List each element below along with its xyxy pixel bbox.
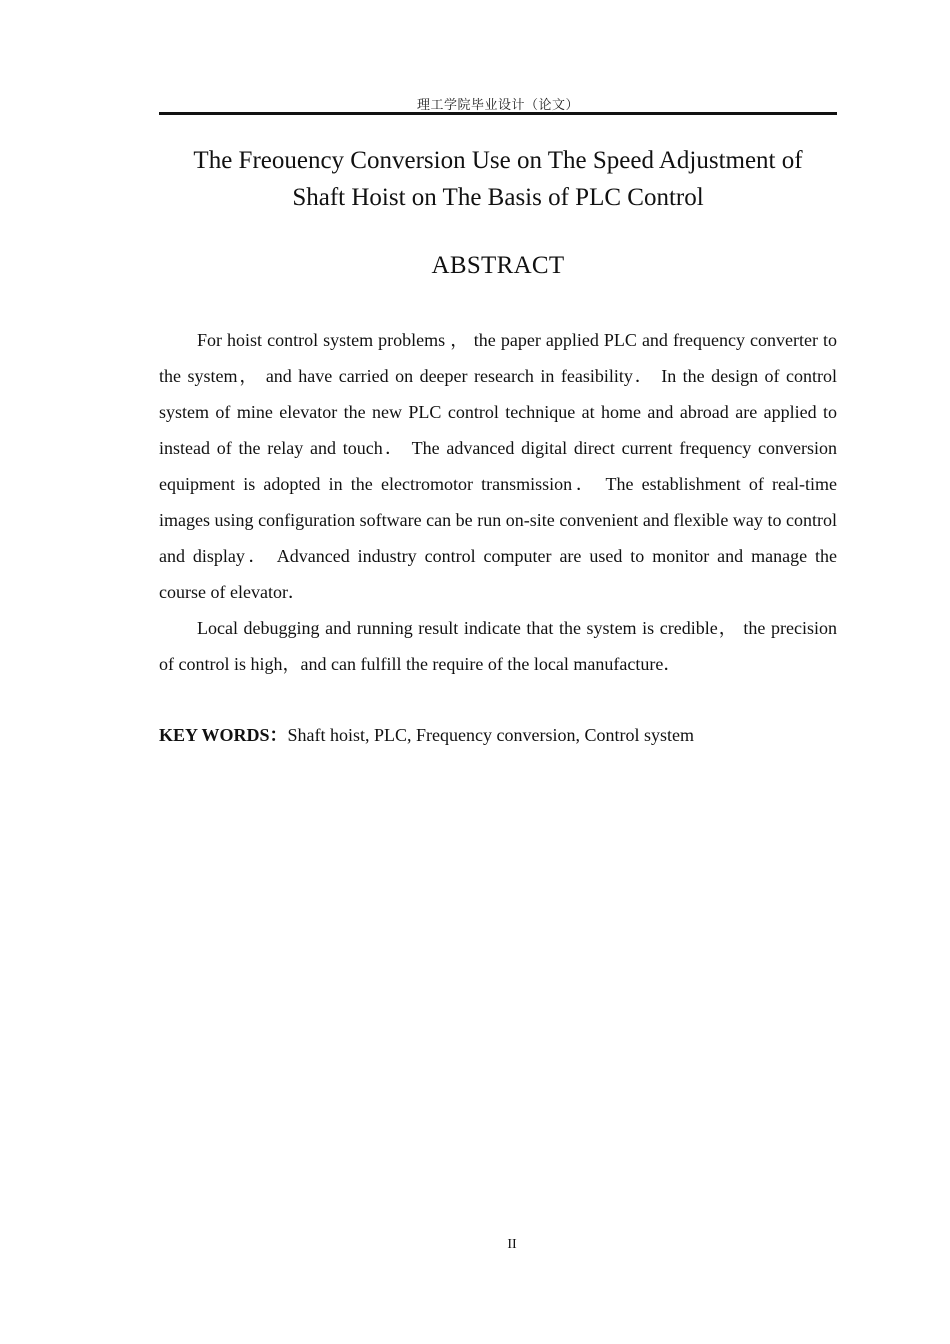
paper-title-line-2: Shaft Hoist on The Basis of PLC Control — [292, 184, 704, 211]
paper-title-line-1: The Freouency Conversion Use on The Speed Adjustment of — [193, 147, 803, 174]
abstract-body — [159, 322, 837, 682]
header-rule — [159, 112, 837, 115]
abstract-paragraph-1: For hoist control system problems ， the paper applied PLC and frequency converter to the system， and have carried on deeper research in feasibility． In the design of control system of mine elevator the new PLC control technique at home and abroad are applied to instead of the relay and touch． The advanced digital direct current frequency conversion equipment is adopted in the electromotor transmission． The establishment of real-time images using configuration software can be run on-site convenient and flexible way to control and display． Advanced industry control computer are used to monitor and manage the course of elevator． — [159, 330, 837, 602]
abstract-paragraph-2: Local debugging and running result indicate that the system is credible， the precision of control is high，and can fulfill the require of the local manufacture． — [159, 618, 837, 674]
abstract-heading: ABSTRACT — [431, 252, 565, 279]
page-number: II — [507, 1237, 517, 1252]
keywords-text: Shaft hoist, PLC, Frequency conversion, Control system — [287, 725, 694, 745]
keywords-line — [159, 721, 837, 749]
paper-title — [159, 142, 837, 216]
running-header: 理工学院毕业设计（论文） — [416, 98, 579, 113]
keywords-label: KEY WORDS： — [159, 725, 288, 745]
